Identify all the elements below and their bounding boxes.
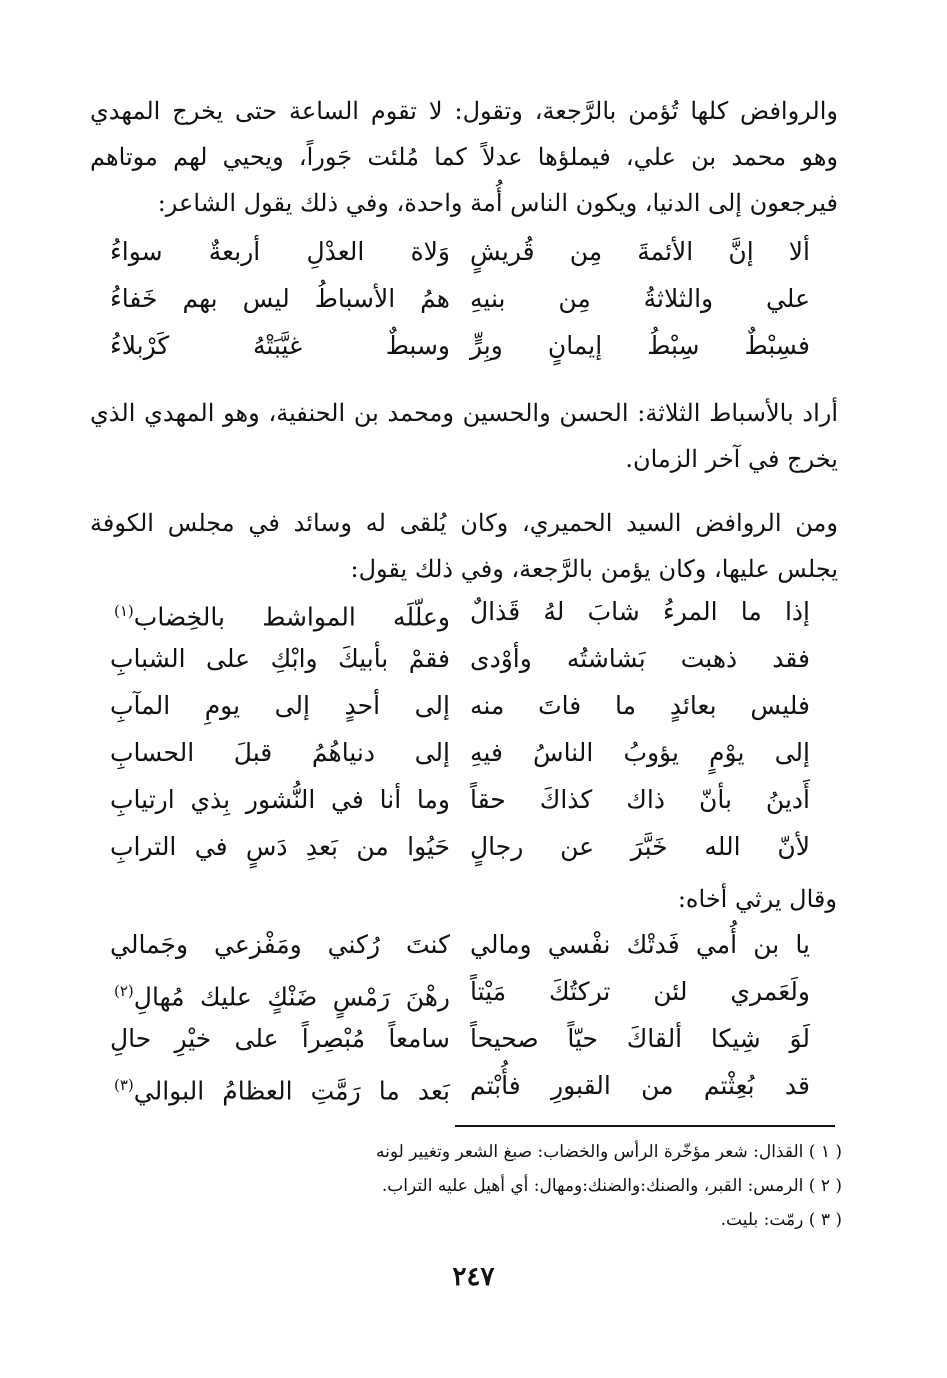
elegy-intro: وقال يرثي أخاه: bbox=[677, 885, 837, 913]
verse bbox=[90, 635, 840, 682]
hemistich-first: لَوَ شِيكا ألقاكَ حيّاً صحيحاً bbox=[470, 1024, 810, 1053]
paragraph-rajaa: والروافض كلها تُؤمن بالرَّجعة، وتقول: لا تقوم الساعة حتى يخرج المهدي وهو محمد بن علي، فيملؤها عدلاً كما مُلئت جَوراً، ويحيي لهم موتاهم فيرجعون إلى الدنيا، ويكون الناس أُمة واحدة، وفي ذلك يقول الشاعر: bbox=[90, 97, 839, 217]
verse bbox=[90, 1015, 840, 1062]
hemistich-first: يا بن أُمي فَدتْك نفْسي ومالي bbox=[470, 930, 810, 959]
hemistich-second: همُ الأسباطُ ليس بهم خَفاءُ bbox=[110, 284, 450, 313]
hemistich-first: لأنّ الله خَبَّرَ عن رجالٍ bbox=[470, 832, 810, 861]
hemistich-second: وسبطٌ غيَّبَتْهُ كَرْبلاءُ bbox=[110, 331, 450, 360]
page-number: ٢٤٧ bbox=[452, 1262, 495, 1292]
hemistich-second: وعلّلَه المواشط بالخِضاب$^{(١)}$ bbox=[114, 602, 450, 632]
hemistich-first: إلى يوْمٍ يؤوبُ الناسُ فيهِ bbox=[470, 738, 810, 767]
poem-imams bbox=[90, 228, 840, 369]
footnotes bbox=[142, 1135, 842, 1237]
hemistich-first: فسِبْطٌ سِبْطُ إيمانٍ وبِرٍّ bbox=[470, 331, 810, 360]
verse bbox=[90, 682, 840, 729]
hemistich-first: علي والثلاثةُ مِن بنيهِ bbox=[470, 284, 810, 313]
hemistich-first: إذا ما المرءُ شابَ لهُ قَذالٌ bbox=[470, 597, 810, 626]
footnote-3: ( ٣ ) رمّت: بليت. bbox=[720, 1210, 842, 1230]
verse bbox=[90, 1062, 840, 1109]
footnote-2: ( ٢ ) الرمس: القبر، والصنك:والضنك:ومهال: أي أهيل عليه التراب. bbox=[381, 1176, 842, 1196]
hemistich-second: سامعاً مُبْصِراً على خيْرِ حالِ bbox=[110, 1024, 450, 1053]
hemistich-second: فقمْ بأبيكَ وابْكِ على الشبابِ bbox=[110, 644, 450, 673]
hemistich-second: إلى دنياهُمُ قبلَ الحسابِ bbox=[110, 738, 450, 767]
verse bbox=[90, 776, 840, 823]
hemistich-first: فليس بعائدٍ ما فاتَ منه bbox=[470, 691, 810, 720]
footnote-ref: (١) bbox=[114, 602, 134, 620]
verse bbox=[90, 275, 840, 322]
hemistich-second: بَعد ما رَمَّتِ العظامُ البوالي$^{(٣)}$ bbox=[114, 1076, 450, 1106]
hemistich-second: كنتَ رُكني ومَفْزعي وجَمالي bbox=[110, 930, 450, 959]
hemistich-second: رهْنَ رَمْسٍ ضَنْكٍ عليك مُهالِ$^{(٢)}$ bbox=[114, 982, 450, 1012]
hemistich-first: ألا إنَّ الأئمةَ مِن قُريشٍ bbox=[470, 237, 810, 266]
footnote-ref: (٢) bbox=[114, 982, 134, 1000]
verse bbox=[90, 968, 840, 1015]
verse bbox=[90, 729, 840, 776]
hemistich-first: قد بُعِثْتم من القبورِ فأُبْتم bbox=[470, 1071, 810, 1100]
verse bbox=[90, 588, 840, 635]
hemistich-second: وما أنا في النُّشور بِذي ارتيابِ bbox=[110, 785, 450, 814]
verse bbox=[90, 921, 840, 968]
poem-rajaa bbox=[90, 588, 840, 870]
verse bbox=[90, 823, 840, 870]
paragraph-asbat: أراد بالأسباط الثلاثة: الحسن والحسين ومحمد بن الحنفية، وهو المهدي الذي يخرج في آخر الزمان. bbox=[90, 399, 838, 473]
hemistich-first: ولَعَمري لئن تركتُكَ مَيْتاً bbox=[470, 977, 810, 1006]
hemistich-second: وَلاة العدْلِ أربعةٌ سواءُ bbox=[110, 237, 450, 266]
poem-elegy bbox=[90, 921, 840, 1109]
verse bbox=[90, 322, 840, 369]
hemistich-first: فقد ذهبت بَشاشتُه وأوْدى bbox=[470, 644, 810, 673]
footnote-ref: (٣) bbox=[114, 1076, 134, 1094]
hemistich-first: أَدينُ بأنّ ذاك كذاكَ حقاً bbox=[470, 785, 810, 814]
hemistich-second: إلى أحدٍ إلى يومِ المآبِ bbox=[110, 691, 450, 720]
paragraph-himyari: ومن الروافض السيد الحميري، وكان يُلقى له وسائد في مجلس الكوفة يجلس عليها، وكان يؤمن بالرَّجعة، وفي ذلك يقول: bbox=[90, 509, 838, 583]
footnote-divider bbox=[455, 1125, 835, 1127]
hemistich-second: حَيُوا من بَعدِ دَسٍ في الترابِ bbox=[110, 832, 450, 861]
footnote-1: ( ١ ) القذال: شعر مؤخّرة الرأس والخضاب: صبغ الشعر وتغيير لونه bbox=[376, 1142, 842, 1162]
verse bbox=[90, 228, 840, 275]
